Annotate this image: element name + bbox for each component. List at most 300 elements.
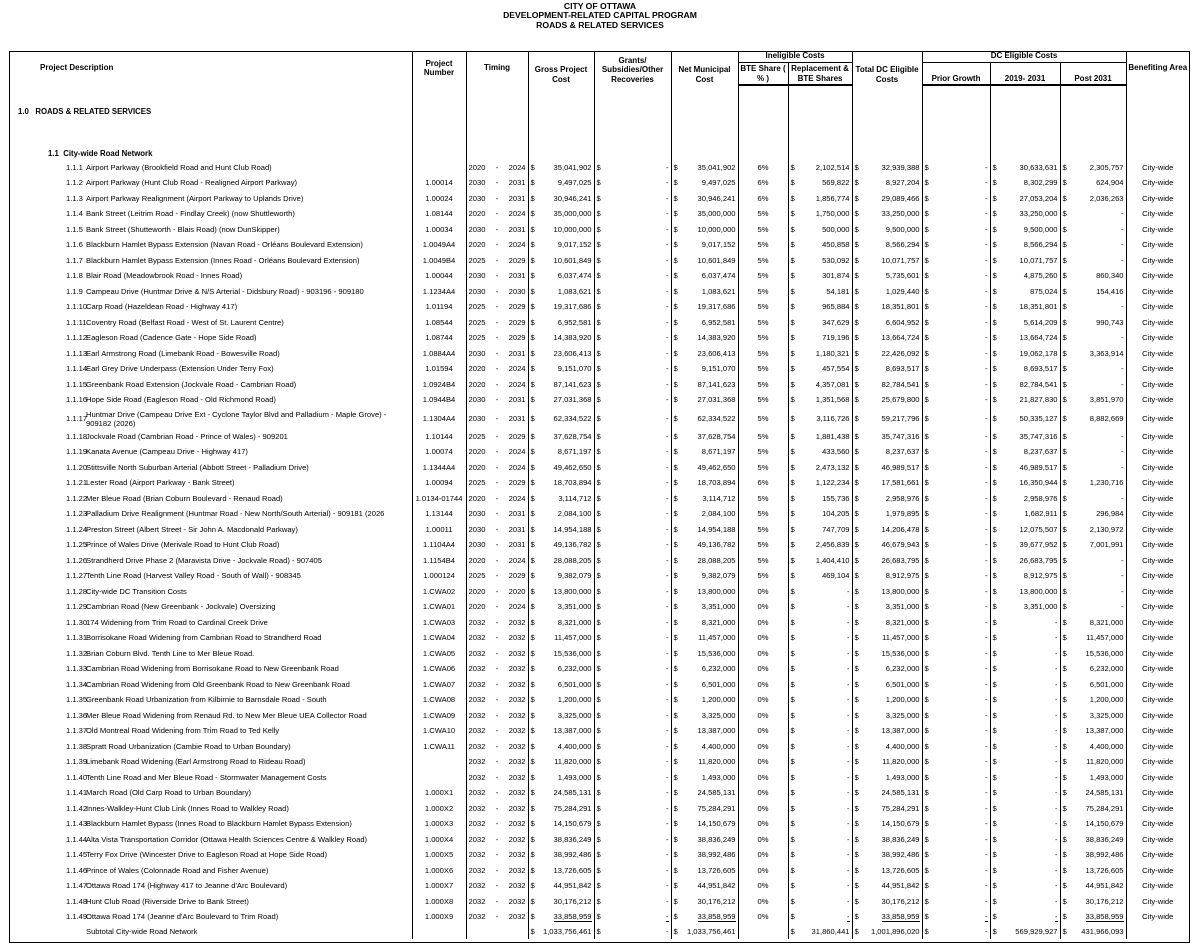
row-description: Kanata Avenue (Campeau Drive - Highway 417) [86,447,248,457]
row-gross-cost: $ 37,628,754 [528,429,594,445]
row-project-number: 1.00044 [412,269,466,285]
row-replacement: $ 1,351,568 [788,393,852,409]
row-project-number [412,770,466,786]
row-description: Huntmar Drive (Campeau Drive Ext - Cyclone Taylor Blvd and Palladium - Maple Grove) - 909182 (2026) [86,409,387,428]
row-prior-growth: $ - [922,445,990,461]
table-row [10,863,1189,879]
row-project-number: 1.1344A4 [412,460,466,476]
row-total-dc: $ 15,536,000 [852,646,922,662]
row-prior-growth: $ - [922,460,990,476]
table-row [10,393,1189,409]
row-net-cost: $ 23,606,413 [671,346,738,362]
row-number: 1.1.33 [66,664,88,674]
row-2019-2031: $ 8,566,294 [990,238,1060,254]
row-bte-share: 0% [738,662,788,678]
row-post-2031: $ 38,836,249 [1060,832,1126,848]
row-net-cost: $ 14,954,188 [671,522,738,538]
row-number: 1.1.20 [66,462,88,472]
row-prior-growth: $ - [922,600,990,616]
subtotal-prior-growth: $ - [922,925,990,939]
table-row [10,755,1189,771]
row-replacement: $ 965,884 [788,300,852,316]
table-row [10,238,1189,254]
row-bte-share: 5% [738,207,788,223]
row-2019-2031: $ - [990,646,1060,662]
row-bte-share: 5% [738,300,788,316]
row-grants: $ - [594,894,671,910]
row-prior-growth: $ - [922,786,990,802]
row-bte-share: 5% [738,429,788,445]
row-prior-growth: $ - [922,755,990,771]
row-description: Mer Bleue Road (Brian Coburn Boulevard - Renaud Road) [86,493,283,503]
capital-program-table [9,51,1190,943]
table-row [10,160,1189,176]
table-row [10,600,1189,616]
row-net-cost: $ 9,382,079 [671,569,738,585]
row-net-cost: $ 15,536,000 [671,646,738,662]
row-number: 1.1.37 [66,726,88,736]
row-number: 1.1.3 [66,193,83,203]
row-project-number: 1.0944B4 [412,393,466,409]
row-timing: 2020 - 2024 [466,207,528,223]
row-gross-cost: $ 33,858,959 [528,910,594,926]
row-replacement: $ - [788,801,852,817]
row-description: 174 Widening from Trim Road to Cardinal Creek Drive [86,617,268,627]
row-prior-growth: $ - [922,315,990,331]
row-gross-cost: $ 8,321,000 [528,615,594,631]
table-row [10,491,1189,507]
row-grants: $ - [594,176,671,192]
row-post-2031: $ - [1060,207,1126,223]
row-2019-2031: $ 875,024 [990,284,1060,300]
row-project-number: 1.0924B4 [412,377,466,393]
row-post-2031: $ 24,585,131 [1060,786,1126,802]
row-replacement: $ 3,116,726 [788,408,852,429]
row-description: Bank Street (Shutteworth - Blais Road) (now DunSkipper) [86,224,280,234]
row-post-2031: $ - [1060,253,1126,269]
row-number: 1.1.16 [66,395,88,405]
row-total-dc: $ 25,679,800 [852,393,922,409]
row-gross-cost: $ 44,951,842 [528,879,594,895]
row-timing: 2025 - 2029 [466,253,528,269]
row-gross-cost: $ 38,836,249 [528,832,594,848]
row-gross-cost: $ 3,114,712 [528,491,594,507]
row-total-dc: $ 38,992,486 [852,848,922,864]
row-replacement: $ - [788,739,852,755]
row-number: 1.1.30 [66,617,88,627]
row-total-dc: $ 35,747,316 [852,429,922,445]
header-line-1: CITY OF OTTAWA [563,1,637,11]
row-timing: 2032 - 2032 [466,894,528,910]
row-gross-cost: $ 18,703,894 [528,476,594,492]
row-gross-cost: $ 23,606,413 [528,346,594,362]
row-description: Mer Bleue Road Widening from Renaud Rd. to New Mer Bleue UEA Collector Road [86,710,367,720]
row-prior-growth: $ - [922,584,990,600]
row-gross-cost: $ 75,284,291 [528,801,594,817]
row-2019-2031: $ 21,827,830 [990,393,1060,409]
row-description: Lester Road (Airport Parkway - Bank Street) [86,478,235,488]
row-gross-cost: $ 35,000,000 [528,207,594,223]
row-benefiting-area: City-wide [1126,408,1189,429]
row-timing: 2032 - 2032 [466,879,528,895]
row-benefiting-area: City-wide [1126,429,1189,445]
row-grants: $ - [594,160,671,176]
row-description: Blackburn Hamlet Bypass Extension (Navan Road - Orléans Boulevard Extension) [86,240,363,250]
row-description: City-wide DC Transition Costs [86,586,187,596]
row-bte-share: 5% [738,238,788,254]
row-gross-cost: $ 38,992,486 [528,848,594,864]
row-total-dc: $ 11,820,000 [852,755,922,771]
row-total-dc: $ 14,206,478 [852,522,922,538]
subtotal-label: Subtotal City-wide Road Network [86,927,198,937]
row-bte-share: 0% [738,631,788,647]
row-post-2031: $ 860,340 [1060,269,1126,285]
row-description: Old Montreal Road Widening from Trim Road to Ted Kelly [86,726,280,736]
row-description: Ottawa Road 174 (Jeanne d'Arc Boulevard to Trim Road) [86,912,279,922]
row-net-cost: $ 6,037,474 [671,269,738,285]
row-bte-share: 5% [738,569,788,585]
row-benefiting-area: City-wide [1126,770,1189,786]
row-total-dc: $ 14,150,679 [852,817,922,833]
row-replacement: $ - [788,755,852,771]
row-replacement: $ - [788,786,852,802]
row-prior-growth: $ - [922,832,990,848]
subtotal-2019-2031: $ 569,929,927 [990,925,1060,939]
row-2019-2031: $ 33,250,000 [990,207,1060,223]
row-project-number: 1.000X1 [412,786,466,802]
table-row [10,476,1189,492]
row-project-number: 1.000X7 [412,879,466,895]
row-bte-share: 5% [738,393,788,409]
col-gross-cost: Gross Project Cost [528,52,594,85]
table-row [10,522,1189,538]
table-row [10,300,1189,316]
table-row [10,362,1189,378]
row-timing: 2020 - 2024 [466,460,528,476]
header-line-2: DEVELOPMENT-RELATED CAPITAL PROGRAM [503,10,697,21]
row-post-2031: $ - [1060,222,1126,238]
row-net-cost: $ 3,325,000 [671,708,738,724]
col-net-cost: Net Municipal Cost [671,52,738,85]
col-project-number: Project Number [412,52,466,85]
row-benefiting-area: City-wide [1126,476,1189,492]
row-timing: 2025 - 2029 [466,569,528,585]
row-description: Airport Parkway Realignment (Airport Parkway to Uplands Drive) [86,193,304,203]
row-benefiting-area: City-wide [1126,569,1189,585]
row-project-number: 1.CWA02 [412,584,466,600]
row-timing: 2032 - 2032 [466,863,528,879]
row-number: 1.1.48 [66,896,88,906]
row-gross-cost: $ 15,536,000 [528,646,594,662]
row-timing: 2025 - 2029 [466,429,528,445]
row-gross-cost: $ 30,946,241 [528,191,594,207]
row-timing: 2032 - 2032 [466,693,528,709]
row-gross-cost: $ 6,952,581 [528,315,594,331]
row-total-dc: $ 1,979,895 [852,507,922,523]
row-gross-cost: $ 28,088,205 [528,553,594,569]
row-replacement: $ 54,181 [788,284,852,300]
row-gross-cost: $ 1,083,621 [528,284,594,300]
row-net-cost: $ 38,992,486 [671,848,738,864]
row-2019-2031: $ - [990,832,1060,848]
row-2019-2031: $ 50,335,127 [990,408,1060,429]
row-project-number: 1.08744 [412,331,466,347]
row-grants: $ - [594,491,671,507]
row-2019-2031: $ - [990,879,1060,895]
row-number: 1.1.29 [66,602,88,612]
row-timing: 2032 - 2032 [466,708,528,724]
row-gross-cost: $ 14,954,188 [528,522,594,538]
row-bte-share: 6% [738,191,788,207]
row-replacement: $ - [788,662,852,678]
row-timing: 2020 - 2024 [466,362,528,378]
row-net-cost: $ 10,000,000 [671,222,738,238]
row-2019-2031: $ - [990,848,1060,864]
row-replacement: $ 2,102,514 [788,160,852,176]
row-grants: $ - [594,238,671,254]
row-post-2031: $ 2,130,972 [1060,522,1126,538]
row-prior-growth: $ - [922,569,990,585]
row-prior-growth: $ - [922,408,990,429]
table-row [10,569,1189,585]
row-replacement: $ - [788,600,852,616]
row-total-dc: $ 3,351,000 [852,600,922,616]
row-2019-2031: $ 2,958,976 [990,491,1060,507]
row-total-dc: $ 29,089,466 [852,191,922,207]
table-row [10,538,1189,554]
row-timing: 2032 - 2032 [466,786,528,802]
row-post-2031: $ - [1060,445,1126,461]
row-bte-share: 5% [738,331,788,347]
row-total-dc: $ 5,735,601 [852,269,922,285]
row-2019-2031: $ - [990,662,1060,678]
row-benefiting-area: City-wide [1126,755,1189,771]
row-prior-growth: $ - [922,631,990,647]
subsection-row [10,138,1189,160]
row-description: Alta Vista Transportation Corridor (Ottawa Health Sciences Centre & Walkley Road) [86,834,368,844]
col-replacement-bte: Replacement & BTE Shares [788,63,852,86]
row-bte-share: 5% [738,553,788,569]
row-total-dc: $ 13,800,000 [852,584,922,600]
row-gross-cost: $ 30,176,212 [528,894,594,910]
row-post-2031: $ 44,951,842 [1060,879,1126,895]
row-project-number: 1.00034 [412,222,466,238]
row-number: 1.1.49 [66,912,88,922]
row-description: Cambrian Road (New Greenbank - Jockvale) Oversizing [86,602,276,612]
row-prior-growth: $ - [922,176,990,192]
row-grants: $ - [594,646,671,662]
row-timing: 2030 - 2031 [466,507,528,523]
row-timing: 2020 - 2024 [466,238,528,254]
row-bte-share: 0% [738,584,788,600]
table-row [10,429,1189,445]
row-number: 1.1.23 [66,509,88,519]
row-post-2031: $ - [1060,238,1126,254]
row-grants: $ - [594,393,671,409]
row-total-dc: $ 10,071,757 [852,253,922,269]
row-bte-share: 5% [738,491,788,507]
row-bte-share: 0% [738,600,788,616]
row-grants: $ - [594,191,671,207]
row-timing: 2020 - 2024 [466,600,528,616]
row-replacement: $ - [788,677,852,693]
row-description: Palladium Drive Realignment (Huntmar Road - New North/South Arterial) - 909181 (2026 [86,509,385,519]
row-total-dc: $ 22,426,092 [852,346,922,362]
row-prior-growth: $ - [922,677,990,693]
row-post-2031: $ - [1060,553,1126,569]
row-prior-growth: $ - [922,346,990,362]
table-row [10,460,1189,476]
row-replacement: $ - [788,770,852,786]
row-timing: 2020 - 2024 [466,160,528,176]
row-grants: $ - [594,300,671,316]
row-net-cost: $ 35,041,902 [671,160,738,176]
row-grants: $ - [594,600,671,616]
row-number: 1.1.47 [66,881,88,891]
row-2019-2031: $ 8,302,299 [990,176,1060,192]
row-grants: $ - [594,693,671,709]
row-post-2031: $ 3,363,914 [1060,346,1126,362]
row-2019-2031: $ - [990,615,1060,631]
row-total-dc: $ 6,604,952 [852,315,922,331]
row-2019-2031: $ 46,989,517 [990,460,1060,476]
row-grants: $ - [594,507,671,523]
row-gross-cost: $ 9,017,152 [528,238,594,254]
row-timing: 2025 - 2029 [466,315,528,331]
row-benefiting-area: City-wide [1126,848,1189,864]
row-project-number [412,160,466,176]
row-post-2031: $ 11,457,000 [1060,631,1126,647]
row-prior-growth: $ - [922,160,990,176]
table-row [10,848,1189,864]
row-replacement: $ 457,554 [788,362,852,378]
row-grants: $ - [594,786,671,802]
row-grants: $ - [594,476,671,492]
row-grants: $ - [594,408,671,429]
row-project-number: 1.CWA11 [412,739,466,755]
row-replacement: $ 719,196 [788,331,852,347]
row-2019-2031: $ 35,747,316 [990,429,1060,445]
row-net-cost: $ 2,084,100 [671,507,738,523]
row-replacement: $ - [788,631,852,647]
row-replacement: $ 433,560 [788,445,852,461]
row-number: 1.1.38 [66,741,88,751]
row-bte-share: 5% [738,377,788,393]
row-prior-growth: $ - [922,362,990,378]
row-timing: 2030 - 2031 [466,269,528,285]
row-replacement: $ 2,473,132 [788,460,852,476]
row-2019-2031: $ - [990,770,1060,786]
row-total-dc: $ 32,939,388 [852,160,922,176]
table-row [10,269,1189,285]
row-total-dc: $ 33,250,000 [852,207,922,223]
row-net-cost: $ 10,601,849 [671,253,738,269]
table-row [10,315,1189,331]
row-project-number: 1.08144 [412,207,466,223]
row-number: 1.1.24 [66,524,88,534]
row-replacement: $ 2,456,839 [788,538,852,554]
row-grants: $ - [594,222,671,238]
subtotal-gross: $ 1,033,756,461 [528,925,594,939]
row-2019-2031: $ - [990,739,1060,755]
row-replacement: $ - [788,879,852,895]
row-2019-2031: $ 30,633,631 [990,160,1060,176]
row-net-cost: $ 1,200,000 [671,693,738,709]
row-post-2031: $ 296,984 [1060,507,1126,523]
row-prior-growth: $ - [922,770,990,786]
row-description: Limebank Road Widening (Earl Armstrong Road to Rideau Road) [86,757,306,767]
row-project-number: 1.0049B4 [412,253,466,269]
table-row [10,631,1189,647]
row-net-cost: $ 13,726,605 [671,863,738,879]
row-total-dc: $ 6,232,000 [852,662,922,678]
table-row [10,615,1189,631]
row-post-2031: $ - [1060,491,1126,507]
row-replacement: $ - [788,910,852,926]
row-benefiting-area: City-wide [1126,176,1189,192]
row-description: Brian Coburn Blvd. Tenth Line to Mer Bleue Road. [86,648,255,658]
row-total-dc: $ 33,858,959 [852,910,922,926]
row-gross-cost: $ 11,820,000 [528,755,594,771]
row-net-cost: $ 9,151,070 [671,362,738,378]
row-total-dc: $ 8,693,517 [852,362,922,378]
row-prior-growth: $ - [922,646,990,662]
row-2019-2031: $ 10,071,757 [990,253,1060,269]
row-replacement: $ 347,629 [788,315,852,331]
row-bte-share: 0% [738,817,788,833]
col-benefiting-area: Benefiting Area [1126,52,1189,85]
row-benefiting-area: City-wide [1126,600,1189,616]
row-gross-cost: $ 49,136,782 [528,538,594,554]
row-grants: $ - [594,253,671,269]
row-bte-share: 6% [738,476,788,492]
row-2019-2031: $ 8,237,637 [990,445,1060,461]
row-benefiting-area: City-wide [1126,677,1189,693]
row-gross-cost: $ 13,387,000 [528,724,594,740]
row-bte-share: 5% [738,346,788,362]
row-net-cost: $ 8,671,197 [671,445,738,461]
row-benefiting-area: City-wide [1126,284,1189,300]
row-replacement: $ - [788,724,852,740]
row-total-dc: $ 9,500,000 [852,222,922,238]
row-total-dc: $ 6,501,000 [852,677,922,693]
row-replacement: $ 1,404,410 [788,553,852,569]
row-benefiting-area: City-wide [1126,445,1189,461]
row-total-dc: $ 3,325,000 [852,708,922,724]
row-number: 1.1.41 [66,788,88,798]
row-benefiting-area: City-wide [1126,910,1189,926]
row-benefiting-area: City-wide [1126,222,1189,238]
row-2019-2031: $ 3,351,000 [990,600,1060,616]
row-timing: 2032 - 2032 [466,801,528,817]
row-bte-share: 0% [738,739,788,755]
row-description: Earl Armstrong Road (Limebank Road - Bowesville Road) [86,348,280,358]
row-2019-2031: $ 8,693,517 [990,362,1060,378]
row-total-dc: $ 8,321,000 [852,615,922,631]
row-description: Hope Side Road (Eagleson Road - Old Richmond Road) [86,395,276,405]
table-row [10,739,1189,755]
row-grants: $ - [594,755,671,771]
row-benefiting-area: City-wide [1126,863,1189,879]
row-replacement: $ 1,750,000 [788,207,852,223]
row-project-number: 1.CWA01 [412,600,466,616]
row-project-number: 1.1154B4 [412,553,466,569]
table-row [10,894,1189,910]
table-row [10,331,1189,347]
row-replacement: $ 1,122,234 [788,476,852,492]
row-net-cost: $ 3,351,000 [671,600,738,616]
col-total-dc-eligible: Total DC Eligible Costs [852,52,922,85]
